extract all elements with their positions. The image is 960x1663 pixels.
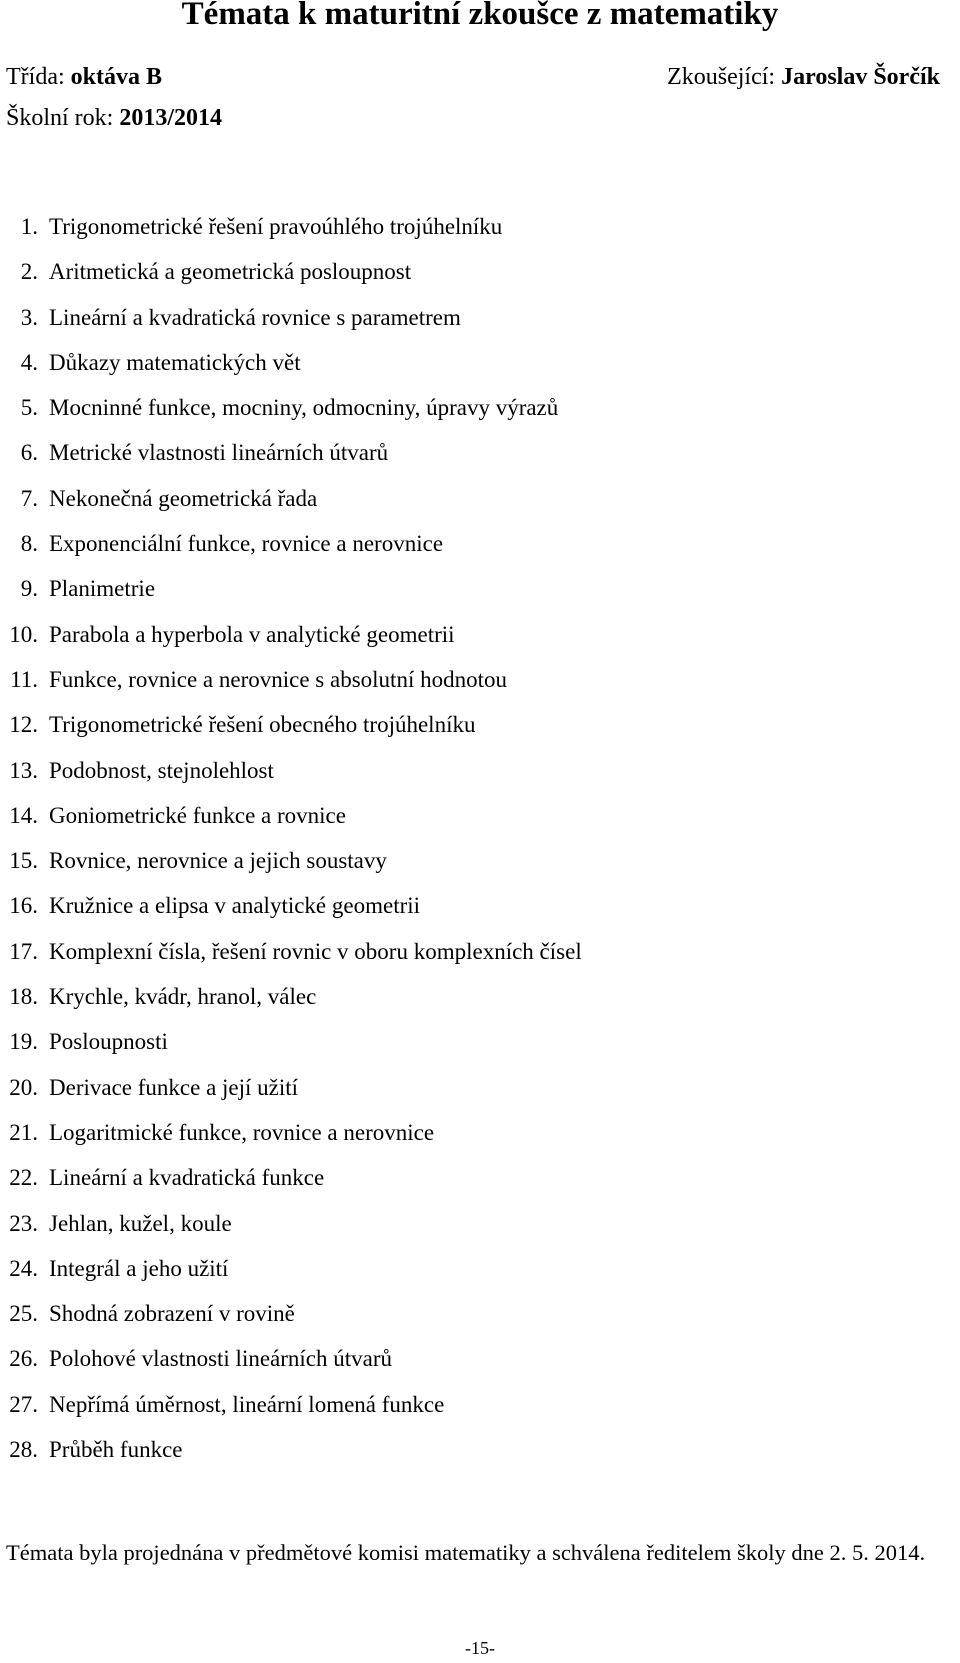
topic-number: 6. <box>20 440 38 466</box>
topic-label: Posloupnosti <box>49 1029 168 1055</box>
topic-number: 13. <box>9 757 38 783</box>
topic-label: Jehlan, kužel, koule <box>49 1210 232 1236</box>
topic-number: 23. <box>9 1210 38 1236</box>
topic-number: 14. <box>9 802 38 828</box>
topic-label: Parabola a hyperbola v analytické geometrii <box>49 621 455 647</box>
topic-label: Lineární a kvadratická rovnice s parametrem <box>49 304 461 330</box>
school-year-value: 2013/2014 <box>119 105 223 131</box>
examiner-label: Zkoušející: <box>667 64 782 90</box>
examiner-line <box>667 62 940 92</box>
topic-number: 18. <box>9 984 38 1010</box>
topic-number: 20. <box>9 1074 38 1100</box>
topic-label: Shodná zobrazení v rovině <box>49 1301 295 1327</box>
topic-label: Komplexní čísla, řešení rovnic v oboru komplexních čísel <box>49 938 582 964</box>
topic-label: Planimetrie <box>49 576 156 602</box>
topic-number: 11. <box>10 666 38 692</box>
topic-label: Kružnice a elipsa v analytické geometrii <box>49 893 421 919</box>
topic-label: Lineární a kvadratická funkce <box>49 1165 325 1191</box>
class-value: oktáva B <box>70 64 162 90</box>
topic-label: Derivace funkce a její užití <box>49 1074 299 1100</box>
topic-label: Nekonečná geometrická řada <box>49 485 318 511</box>
page-title: Témata k maturitní zkoušce z matematiky <box>181 0 779 32</box>
topic-number: 21. <box>9 1119 38 1145</box>
topic-number: 7. <box>20 485 38 511</box>
topic-label: Krychle, kvádr, hranol, válec <box>49 984 317 1010</box>
topic-label: Trigonometrické řešení obecného trojúhelníku <box>49 712 476 738</box>
topic-number: 9. <box>20 576 38 602</box>
topic-number: 4. <box>20 349 38 375</box>
topic-number: 26. <box>9 1346 38 1372</box>
topic-number: 10. <box>9 621 38 647</box>
topic-label: Logaritmické funkce, rovnice a nerovnice <box>49 1119 435 1145</box>
examiner-value: Jaroslav Šorčík <box>781 64 940 90</box>
approval-note: Témata byla projednána v předmětové komisi matematiky a schválena ředitelem školy dne 2. 5. 2014. <box>6 1539 926 1565</box>
school-year-label: Školní rok: <box>6 105 120 131</box>
topic-label: Podobnost, stejnolehlost <box>49 757 274 783</box>
topic-number: 5. <box>20 395 38 421</box>
topic-number: 24. <box>9 1255 38 1281</box>
class-label: Třída: <box>6 64 71 90</box>
topic-number: 8. <box>20 531 38 557</box>
topic-number: 16. <box>9 893 38 919</box>
page-number: -15- <box>465 1638 495 1658</box>
topic-label: Metrické vlastnosti lineárních útvarů <box>49 440 389 466</box>
topic-number: 25. <box>9 1301 38 1327</box>
topic-label: Trigonometrické řešení pravoúhlého trojúhelníku <box>49 214 503 239</box>
topic-number: 12. <box>9 712 38 738</box>
topic-number: 22. <box>9 1165 38 1191</box>
topic-label: Funkce, rovnice a nerovnice s absolutní hodnotou <box>49 666 507 692</box>
school-year-line <box>6 103 222 133</box>
topic-number: 27. <box>9 1391 38 1417</box>
topic-label: Rovnice, nerovnice a jejich soustavy <box>49 848 387 874</box>
topic-label: Integrál a jeho užití <box>49 1255 229 1281</box>
topic-label: Aritmetická a geometrická posloupnost <box>49 259 412 285</box>
topic-number: 2. <box>20 259 38 285</box>
topic-number: 1. <box>20 214 38 239</box>
topic-number: 28. <box>9 1437 38 1463</box>
topic-number: 15. <box>9 848 38 874</box>
topic-number: 3. <box>20 304 38 330</box>
topic-label: Nepřímá úměrnost, lineární lomená funkce <box>49 1391 445 1417</box>
topic-number: 19. <box>9 1029 38 1055</box>
topic-label: Důkazy matematických vět <box>49 349 301 375</box>
topic-label: Průběh funkce <box>49 1437 183 1463</box>
topic-number: 17. <box>9 938 38 964</box>
topic-label: Goniometrické funkce a rovnice <box>49 802 346 828</box>
topic-label: Polohové vlastnosti lineárních útvarů <box>49 1346 393 1372</box>
class-line <box>6 62 162 92</box>
topic-label: Exponenciální funkce, rovnice a nerovnice <box>49 531 444 557</box>
topic-label: Mocninné funkce, mocniny, odmocniny, úpravy výrazů <box>49 395 559 421</box>
